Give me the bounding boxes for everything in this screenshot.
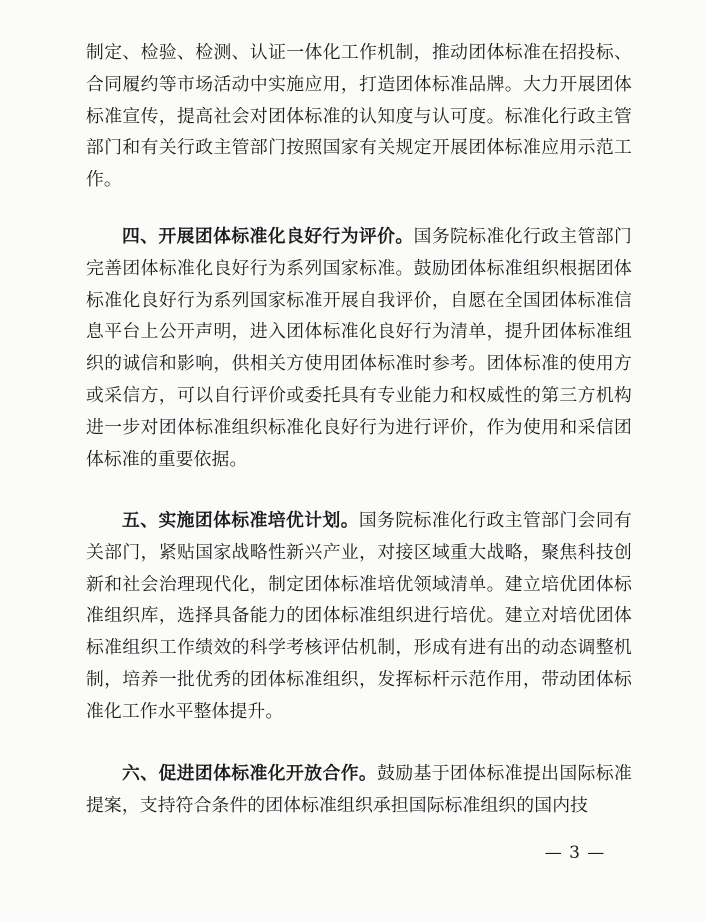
section-heading: 六、促进团体标准化开放合作。 <box>122 763 378 784</box>
paragraph-section-6 <box>86 758 632 822</box>
section-heading: 四、开展团体标准化良好行为评价。 <box>122 226 414 247</box>
paragraph-body: 鼓励基于团体标准提出国际标准提案，支持符合条件的团体标准组织承担国际标准组织的国内技 <box>86 763 632 816</box>
paragraph-text <box>86 758 632 822</box>
paragraph-text <box>86 505 632 728</box>
section-heading: 五、实施团体标准培优计划。 <box>122 510 359 531</box>
paragraph-body: 国务院标准化行政主管部门完善团体标准化良好行为系列国家标准。鼓励团体标准组织根据团体标准化良好行为系列国家标准开展自我评价，自愿在全国团体标准信息平台上公开声明，进入团体标准化良好行为清单，提升团体标准组织的诚信和影响，供相关方使用团体标准时参考。团体标准的使用方或采信方，可以自行评价或委托具有专业能力和权威性的第三方机构进一步对团体标准组织标准化良好行为进行评价，作为使用和采信团体标准的重要依据。 <box>86 226 632 470</box>
paragraph-section-4 <box>86 221 632 475</box>
page-number: — 3 — <box>544 843 606 863</box>
paragraph-text <box>86 221 632 475</box>
paragraph-continuation <box>86 37 632 196</box>
paragraph-section-5 <box>86 505 632 728</box>
paragraph-body: 国务院标准化行政主管部门会同有关部门，紧贴国家战略性新兴产业，对接区域重大战略，聚焦科技创新和社会治理现代化，制定团体标准培优领域清单。建立培优团体标准组织库，选择具备能力的团体标准组织进行培优。建立对培优团体标准组织工作绩效的科学考核评估机制，形成有进有出的动态调整机制，培养一批优秀的团体标准组织，发挥标杆示范作用，带动团体标准化工作水平整体提升。 <box>86 510 632 722</box>
paragraph-body: 制定、检验、检测、认证一体化工作机制，推动团体标准在招投标、合同履约等市场活动中实施应用，打造团体标准品牌。大力开展团体标准宣传，提高社会对团体标准的认知度与认可度。标准化行政主管部门和有关行政主管部门按照国家有关规定开展团体标准应用示范工作。 <box>86 42 632 191</box>
